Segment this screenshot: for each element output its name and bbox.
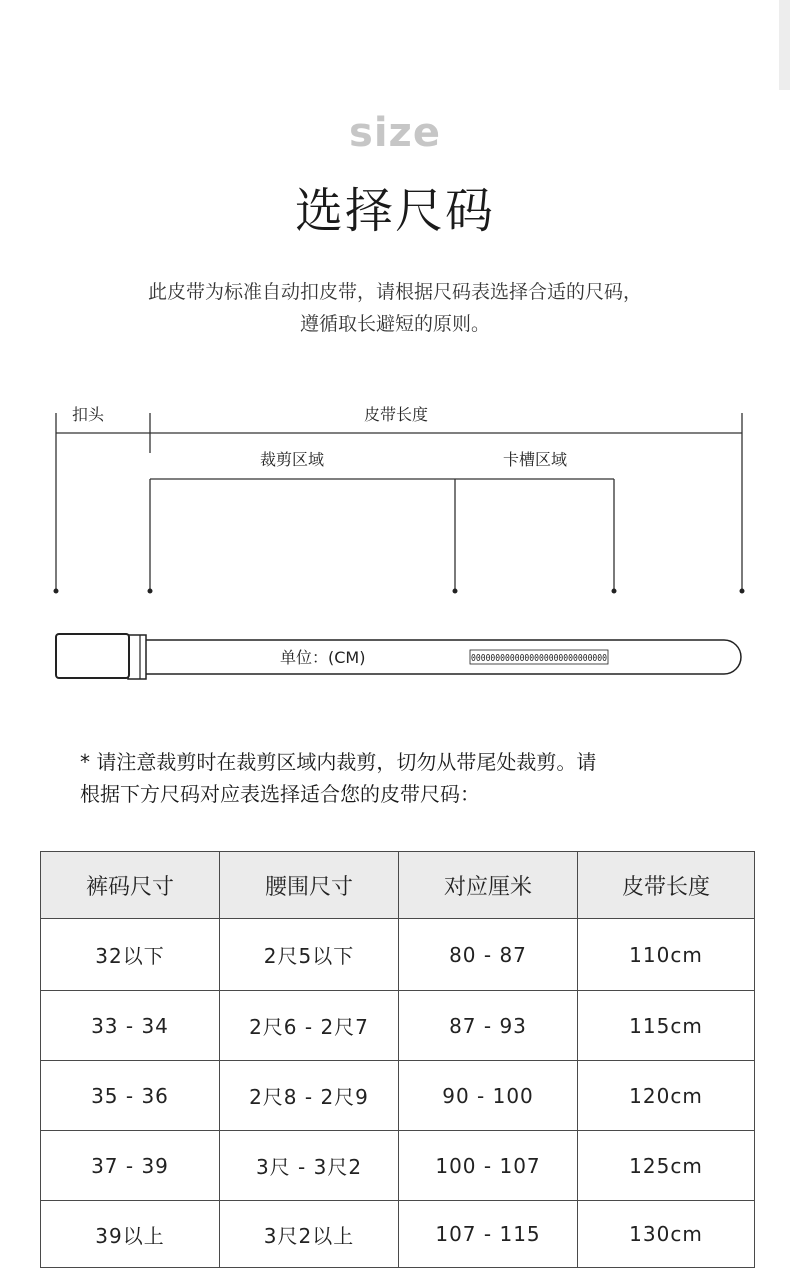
table-header-row (41, 852, 755, 919)
size-table (40, 851, 755, 1268)
marker-dots (54, 589, 745, 594)
table-row (41, 919, 755, 991)
cell-pants-size: 37 - 39 (41, 1131, 220, 1201)
table-row (41, 1131, 755, 1201)
cell-waist-size: 2尺8 - 2尺9 (220, 1061, 399, 1131)
table-row (41, 1061, 755, 1131)
header-belt-length: 皮带长度 (578, 852, 755, 919)
cut-zone-label: 裁剪区域 (259, 450, 325, 469)
cell-cm: 107 - 115 (399, 1201, 578, 1268)
buckle-label: 扣头 (72, 405, 105, 424)
cell-pants-size: 35 - 36 (41, 1061, 220, 1131)
note-line-2: 根据下方尺码对应表选择适合您的皮带尺码： (80, 782, 480, 806)
slot-zone-label: 卡槽区域 (502, 450, 568, 469)
dimension-lines (56, 413, 742, 591)
slot-marks-text: 0000000000000000000000000000 (471, 653, 607, 664)
cell-belt-length: 120cm (578, 1061, 755, 1131)
intro-line-1: 此皮带为标准自动扣皮带，请根据尺码表选择合适的尺码， (147, 281, 642, 303)
unit-label: 单位：(CM) (280, 648, 366, 667)
cutting-note (80, 746, 700, 810)
header-waist-size: 腰围尺寸 (220, 852, 399, 919)
cell-belt-length: 125cm (578, 1131, 755, 1201)
intro-line-2: 遵循取长避短的原则。 (299, 313, 490, 335)
cell-pants-size: 39以上 (41, 1201, 220, 1268)
intro-text (0, 276, 790, 340)
cell-cm: 90 - 100 (399, 1061, 578, 1131)
cell-cm: 100 - 107 (399, 1131, 578, 1201)
scrollbar[interactable] (779, 0, 790, 90)
cell-cm: 87 - 93 (399, 991, 578, 1061)
header-cm: 对应厘米 (399, 852, 578, 919)
cell-belt-length: 115cm (578, 991, 755, 1061)
note-line-1: * 请注意裁剪时在裁剪区域内裁剪，切勿从带尾处裁剪。请 (80, 750, 597, 774)
size-subtitle: size (349, 110, 441, 156)
cell-belt-length: 130cm (578, 1201, 755, 1268)
cell-waist-size: 3尺2以上 (220, 1201, 399, 1268)
page-title: 选择尺码 (294, 183, 495, 239)
cell-waist-size: 2尺5以下 (220, 919, 399, 991)
cell-cm: 80 - 87 (399, 919, 578, 991)
cell-waist-size: 3尺 - 3尺2 (220, 1131, 399, 1201)
belt-illustration (56, 634, 741, 679)
cell-belt-length: 110cm (578, 919, 755, 991)
table-row (41, 1201, 755, 1268)
cell-pants-size: 32以下 (41, 919, 220, 991)
cell-waist-size: 2尺6 - 2尺7 (220, 991, 399, 1061)
table-row (41, 991, 755, 1061)
belt-diagram (0, 395, 790, 695)
header-pants-size: 裤码尺寸 (41, 852, 220, 919)
cell-pants-size: 33 - 34 (41, 991, 220, 1061)
belt-length-label: 皮带长度 (363, 405, 429, 424)
